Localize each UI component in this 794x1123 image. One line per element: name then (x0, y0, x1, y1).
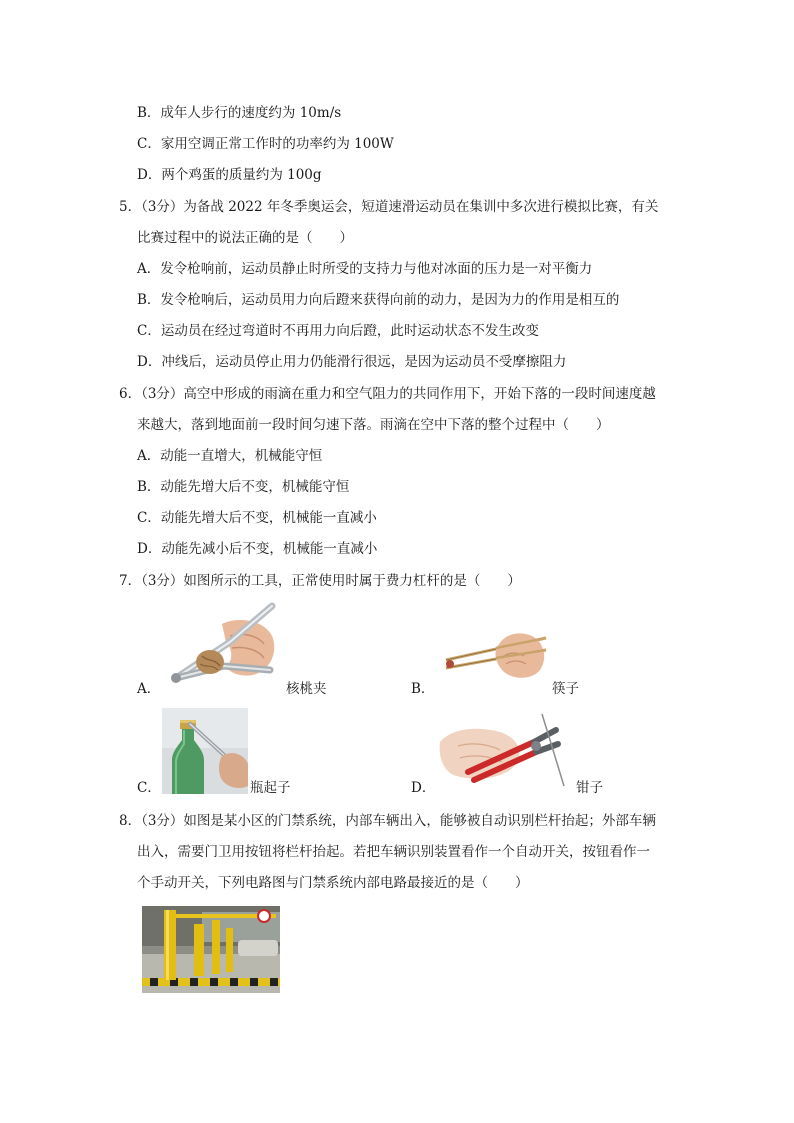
q6-option-a: A．动能一直增大，机械能守恒 (137, 448, 323, 464)
q8-stem-line2: 出入，需要门卫用按钮将栏杆抬起。若把车辆识别装置看作一个自动开关，按钮看作一 (137, 844, 650, 860)
q5-option-b: B．发令枪响后，运动员用力向后蹬来获得向前的动力，是因为力的作用是相互的 (137, 292, 620, 308)
q4-option-b: B．成年人步行的速度约为 10m/s (137, 105, 342, 121)
q7-option-a-caption: 核桃夹 (286, 681, 327, 697)
q6-stem-line1: 6．（3分）高空中形成的雨滴在重力和空气阻力的共同作用下，开始下落的一段时间速度越 (119, 386, 656, 402)
chopsticks-image (440, 626, 550, 682)
q7-option-c-caption: 瓶起子 (250, 780, 291, 796)
q6-option-b: B．动能先增大后不变，机械能守恒 (137, 479, 350, 495)
pliers-image (438, 712, 574, 788)
q7-option-d-caption: 钳子 (576, 780, 603, 796)
q4-option-d: D．两个鸡蛋的质量约为 100g (137, 167, 322, 183)
q7-stem: 7．（3分）如图所示的工具，正常使用时属于费力杠杆的是（ ） (119, 573, 521, 589)
q7-option-b-letter: B． (411, 681, 435, 697)
q6-option-d: D．动能先减小后不变，机械能一直减小 (137, 541, 378, 557)
q8-stem-line1: 8．（3分）如图是某小区的门禁系统，内部车辆出入，能够被自动识别栏杆抬起；外部车辆 (119, 813, 656, 829)
bottle-opener-image (162, 708, 248, 794)
q5-stem-line1: 5．（3分）为备战 2022 年冬季奥运会，短道速滑运动员在集训中多次进行模拟比赛，有关 (119, 199, 659, 215)
gate-barrier-image (142, 906, 280, 993)
q7-option-a-letter: A． (137, 681, 161, 697)
q5-stem-line2: 比赛过程中的说法正确的是（ ） (137, 230, 353, 246)
q5-option-d: D．冲线后，运动员停止用力仍能滑行很远，是因为运动员不受摩擦阻力 (137, 354, 567, 370)
q5-option-c: C．运动员在经过弯道时不再用力向后蹬，此时运动状态不发生改变 (137, 323, 539, 339)
q7-option-d-letter: D． (411, 780, 436, 796)
q7-option-c-letter: C． (137, 780, 161, 796)
nutcracker-image (160, 596, 280, 686)
q6-stem-line2: 来越大，落到地面前一段时间匀速下落。雨滴在空中下落的整个过程中（ ） (137, 417, 610, 433)
q4-option-c: C．家用空调正常工作时的功率约为 100W (137, 136, 394, 152)
q7-option-b-caption: 筷子 (552, 681, 579, 697)
q6-option-c: C．动能先增大后不变，机械能一直减小 (137, 510, 377, 526)
q5-option-a: A．发令枪响前，运动员静止时所受的支持力与他对冰面的压力是一对平衡力 (137, 261, 593, 277)
q8-stem-line3: 个手动开关，下列电路图与门禁系统内部电路最接近的是（ ） (137, 875, 529, 891)
